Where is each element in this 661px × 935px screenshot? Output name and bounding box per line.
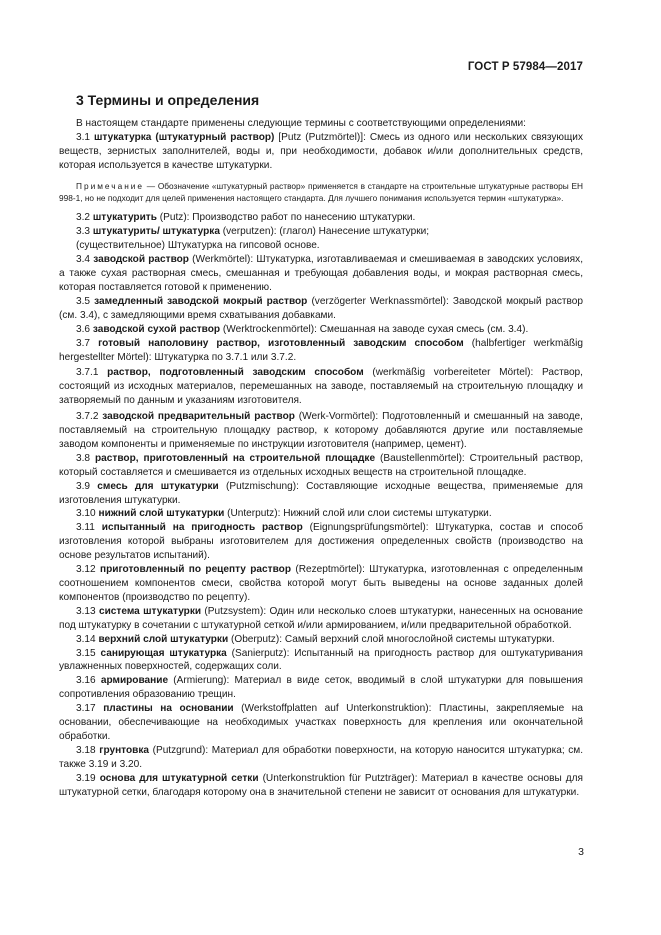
term-3-3 [59, 225, 583, 239]
term-number: 3.2 [76, 212, 91, 224]
term-3-6 [59, 323, 583, 337]
term-3-7 [59, 337, 583, 365]
term-name: нижний слой штукатурки [98, 508, 225, 520]
term-name: армирование [100, 675, 169, 687]
note-label: Примечание [76, 180, 145, 191]
term-name: система штукатурки [98, 605, 202, 617]
term-definition: (Putzmischung): Составляющие исходные вещества, применяемые для изготовления штукатурки. [59, 480, 584, 506]
term-3-7-1 [59, 366, 583, 408]
term-name: готовый наполовину раствор, изготовленный заводским способом [98, 337, 464, 349]
term-3-1 [59, 131, 583, 173]
term-3-12 [59, 563, 583, 605]
term-definition: (Werk-Vormörtel): Подготовленный и смешанный на заводе, поставляемый на строительную площадку раствор, к которому добавляются другие или поставляемые заводом компоненты и применяемые по инструкции изготовителя (например, цемент). [59, 411, 583, 450]
term-name: санирующая штукатурка [100, 647, 227, 659]
term-definition: (Putzsystem): Один или несколько слоев штукатурки, нанесенных на основание под штукатурку в сочетании с штукатурной сеткой и/или армированием, и/или предварительной обработкой. [59, 605, 583, 631]
term-number: 3.16 [76, 675, 96, 687]
term-number: 3.15 [76, 647, 96, 659]
note-paragraph [59, 180, 583, 205]
section-title: 3 Термины и определения [76, 92, 260, 108]
term-number: 3.8 [76, 452, 91, 464]
term-name: верхний слой штукатурки [98, 633, 229, 645]
term-definition: (Werkmörtel): Штукатурка, изготавливаемая и смешиваемая в заводских условиях, а также сухая растворная смесь, смешанная и требующая добавления воды, и мокрая растворная смесь, которая поставляется готовой к применению. [59, 254, 583, 293]
standard-code: ГОСТ Р 57984—2017 [467, 61, 583, 73]
term-name: испытанный на пригодность раствор [101, 522, 303, 534]
term-number: 3.6 [76, 323, 91, 335]
term-name: заводской раствор [93, 254, 189, 266]
note-text: — Обозначение «штукатурный раствор» применяется в стандарте на строительные штукатурные растворы ЕН 998-1, но не подходит для целей применения настоящего стандарта. Для лучшего понимания используется термин «штукатурка». [59, 180, 583, 204]
term-number: 3.5 [76, 295, 91, 307]
term-definition: (Unterkonstruktion für Putzträger): Материал в качестве основы для штукатурной сетки, благодаря которому она в значительной степени не зависит от основания для штукатурки. [59, 772, 583, 798]
term-name: раствор, подготовленный заводским способом [107, 367, 364, 379]
term-3-17 [59, 702, 583, 744]
term-number: 3.11 [76, 522, 95, 534]
term-number: 3.7.2 [76, 411, 99, 423]
term-definition: (Unterputz): Нижний слой или слои системы штукатурки. [224, 508, 492, 520]
term-definition: (werkmäßig vorbereiteter Mörtel): Раствор, состоящий из исходных материалов, перемешанных на заводе, поставляемый на строительную площадку и затворяемый по данным и указаниям изготовителя. [59, 367, 583, 407]
term-name: смесь для штукатурки [97, 480, 219, 492]
term-name: штукатурка (штукатурный раствор) [94, 131, 275, 143]
term-name: штукатурить/ штукатурка [92, 226, 220, 238]
term-number: 3.9 [76, 480, 91, 492]
term-definition: [Putz (Putzmörtel)]: Смесь из одного или нескольких связующих веществ, зернистых заполнителей, воды и, при необходимости, добавок и/или дополнительных средств, которая используется в качестве штукатурки. [59, 131, 583, 171]
term-number: 3.10 [76, 508, 96, 520]
term-definition: (Rezeptmörtel): Штукатурка, изготовленная с определенным соотношением компонентов смеси, свойства которой могут быть выведены на основе заданных долей компонентов (производство по рецепту). [59, 564, 583, 603]
term-name: грунтовка [99, 744, 150, 756]
term-definition: (Oberputz): Самый верхний слой многослойной системы штукатурки. [228, 633, 555, 645]
term-3-13 [59, 605, 583, 633]
term-number: 3.13 [76, 605, 96, 617]
term-number: 3.4 [76, 254, 91, 266]
term-3-11 [59, 521, 583, 563]
term-definition: (Werktrockenmörtel): Смешанная на заводе сухая смесь (см. 3.4). [220, 323, 529, 335]
term-3-7-2 [59, 410, 583, 452]
term-number: 3.3 [76, 226, 91, 238]
term-name: пластины на основании [103, 703, 234, 715]
term-name: заводской сухой раствор [92, 323, 221, 335]
term-definition: (verzögerter Werknassmörtel): Заводской мокрый раствор (см. 3.4), с замедляющими время схватывания добавками. [59, 295, 584, 321]
term-name: замедленный заводской мокрый раствор [94, 295, 308, 307]
term-definition: (Putzgrund): Материал для обработки поверхности, на которую наносится штукатурка; см. также 3.19 и 3.20. [59, 744, 584, 770]
term-definition: (Eignungsprüfungsmörtel): Штукатурка, состав и способ изготовления которой выбраны изготовителем для достижения определенных свойств (производство на основе результатов испытаний). [59, 522, 584, 562]
term-3-19 [59, 772, 583, 800]
term-number: 3.12 [76, 564, 96, 576]
term-name: заводской предварительный раствор [102, 411, 295, 423]
term-definition: (Putz): Производство работ по нанесению штукатурки. [156, 212, 416, 224]
term-definition: (Armierung): Материал в виде сеток, вводимый в слой штукатурки для повышения сопротивления образованию трещин. [59, 675, 583, 701]
term-name: штукатурить [92, 212, 157, 224]
term-definition: (Baustellenmörtel): Строительный раствор, который составляется и смешивается из отдельных исходных веществ на строительной площадке. [59, 452, 583, 478]
term-name: основа для штукатурной сетки [99, 772, 259, 784]
page-number: 3 [578, 846, 584, 858]
term-3-14 [59, 633, 583, 647]
intro-paragraph: В настоящем стандарте применены следующие термины с соответствующими определениями: [76, 118, 526, 129]
term-number: 3.17 [76, 703, 96, 715]
term-number: 3.19 [76, 772, 96, 784]
term-3-5 [59, 295, 583, 323]
term-3-2 [59, 211, 583, 225]
term-number: 3.7.1 [76, 367, 99, 379]
term-definition: (Werkstoffplatten auf Unterkonstruktion): Пластины, закрепляемые на основании, обеспечивающие на необходимых участках поверхность для крепления или окончательной обработки. [59, 703, 583, 742]
term-name: раствор, приготовленный на строительной площадке [95, 452, 376, 464]
term-number: 3.1 [76, 131, 91, 143]
term-3-9 [59, 480, 583, 508]
term-3-3-line2: (существительное) Штукатурка на гипсовой основе. [76, 240, 320, 252]
term-3-15 [59, 647, 583, 675]
term-number: 3.14 [76, 633, 96, 645]
term-3-4 [59, 253, 583, 295]
term-definition: (Sanierputz): Испытанный на пригодность раствор для оштукатуривания увлажненных поверхностей, содержащих соли. [59, 647, 583, 673]
term-definition: (halbfertiger werkmäßig hergestellter Mörtel): Штукатурка по 3.7.1 или 3.7.2. [59, 337, 583, 363]
term-3-18 [59, 744, 583, 772]
term-number: 3.7 [76, 337, 91, 349]
term-3-8 [59, 452, 583, 480]
term-number: 3.18 [76, 744, 96, 756]
term-definition: (verputzen): (глагол) Нанесение штукатурки; [219, 226, 430, 238]
terms-content [59, 117, 583, 800]
term-3-16 [59, 674, 583, 702]
term-name: приготовленный по рецепту раствор [100, 564, 291, 576]
term-3-10 [59, 507, 583, 521]
